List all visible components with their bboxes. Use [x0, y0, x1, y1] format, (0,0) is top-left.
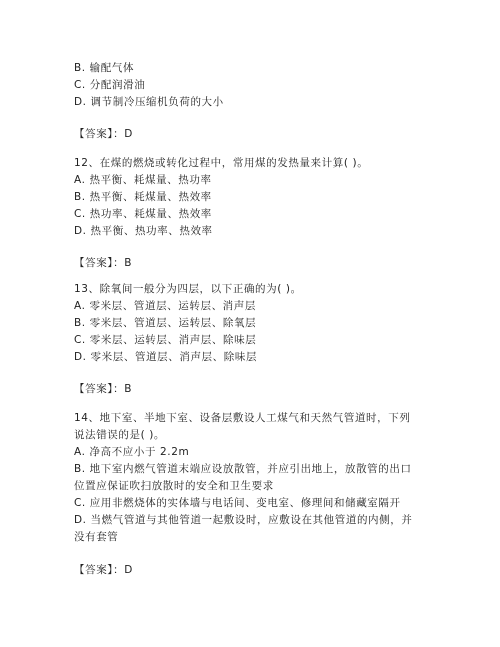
- q12-option-c: C. 热功率、耗煤量、热效率: [74, 208, 212, 220]
- q14-option-a: A. 净高不应小于 2.2m: [74, 446, 190, 458]
- q13-option-b: B. 零米层、管道层、运转层、除氧层: [74, 317, 257, 329]
- q11-option-b: B. 输配气体: [74, 62, 135, 74]
- q14-stem-line-1: 14、地下室、半地下室、设备层敷设人工煤气和天然气管道时，下列: [74, 412, 411, 424]
- q12-answer: 【答案】：B: [74, 257, 133, 269]
- q14-stem-line-2: 说法错误的是( )。: [74, 429, 166, 441]
- q12-stem: 12、在煤的燃烧或转化过程中，常用煤的发热量来计算( )。: [74, 157, 369, 169]
- q13-stem: 13、除氧间一般分为四层，以下正确的为( )。: [74, 283, 302, 295]
- q14-answer: 【答案】：D: [74, 564, 133, 576]
- q14-option-d-line-1: D. 当燃气管道与其他管道一起敷设时，应敷设在其他管道的内侧，并: [74, 514, 413, 526]
- q13-answer: 【答案】：B: [74, 383, 133, 395]
- q11-option-c: C. 分配润滑油: [74, 79, 146, 91]
- q12-option-a: A. 热平衡、耗煤量、热功率: [74, 174, 212, 186]
- q14-option-d-line-2: 没有套管: [74, 531, 119, 543]
- q13-option-d: D. 零米层、管道层、消声层、除味层: [74, 351, 258, 363]
- q12-option-b: B. 热平衡、耗煤量、热效率: [74, 191, 212, 203]
- q13-option-a: A. 零米层、管道层、运转层、消声层: [74, 300, 256, 312]
- q14-option-b-line-2: 位置应保证吹扫放散时的安全和卫生要求: [74, 480, 274, 492]
- q11-answer: 【答案】：D: [74, 128, 133, 140]
- q11-option-d: D. 调节制冷压缩机负荷的大小: [74, 96, 224, 108]
- q14-option-b-line-1: B. 地下室内燃气管道末端应设放散管，并应引出地上，放散管的出口: [74, 463, 412, 475]
- q14-option-c: C. 应用非燃烧体的实体墙与电话间、变电室、修理间和储藏室隔开: [74, 497, 401, 509]
- q13-option-c: C. 零米层、运转层、消声层、除味层: [74, 334, 257, 346]
- q12-option-d: D. 热平衡、热功率、热效率: [74, 225, 213, 237]
